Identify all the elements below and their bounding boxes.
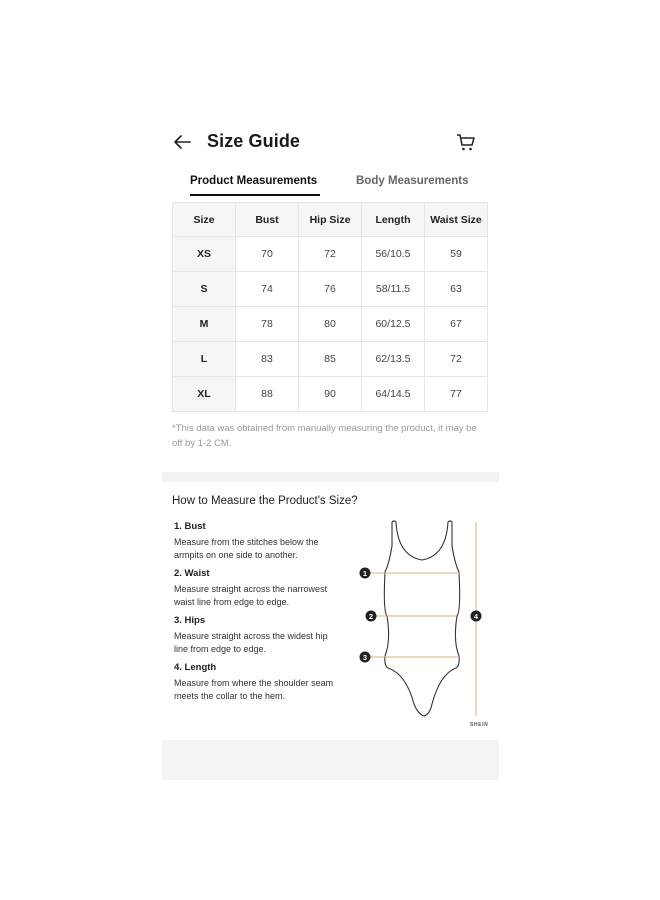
table-cell: 63 <box>425 272 488 307</box>
cart-button[interactable] <box>455 131 477 153</box>
marker-label: 2 <box>368 612 374 621</box>
table-cell: 64/14.5 <box>362 377 425 412</box>
cart-icon <box>455 131 477 153</box>
page-title: Size Guide <box>207 131 301 151</box>
table-cell: 83 <box>236 342 299 377</box>
column-header: Bust <box>236 203 299 237</box>
table-header-row <box>173 203 488 237</box>
tab-bar <box>162 168 499 196</box>
table-cell: 90 <box>299 377 362 412</box>
table-row <box>173 307 488 342</box>
section-divider <box>162 472 499 482</box>
step-description: Measure straight across the narrowest waist line from edge to edge. <box>174 584 328 607</box>
table-row <box>173 237 488 272</box>
bodysuit-outline <box>384 521 459 716</box>
size-cell: L <box>173 342 236 377</box>
measurement-steps <box>174 520 344 708</box>
marker-4 <box>471 611 482 622</box>
marker-2 <box>366 611 377 622</box>
table-cell: 77 <box>425 377 488 412</box>
table-cell: 72 <box>425 342 488 377</box>
size-cell: M <box>173 307 236 342</box>
step-title: 3. Hips <box>174 615 206 626</box>
step-bust <box>174 520 344 562</box>
table-cell: 78 <box>236 307 299 342</box>
column-header: Waist Size <box>425 203 488 237</box>
step-length <box>174 661 344 703</box>
size-table <box>172 202 488 412</box>
table-cell: 56/10.5 <box>362 237 425 272</box>
table-cell: 74 <box>236 272 299 307</box>
brand-logo: SHEIN <box>470 722 489 728</box>
table-row <box>173 342 488 377</box>
table-row <box>173 377 488 412</box>
step-hips <box>174 614 344 656</box>
table-cell: 85 <box>299 342 362 377</box>
table-cell: 58/11.5 <box>362 272 425 307</box>
step-description: Measure from the stitches below the armpits on one side to another. <box>174 537 319 560</box>
table-cell: 60/12.5 <box>362 307 425 342</box>
table-cell: 70 <box>236 237 299 272</box>
tab-product-measurements[interactable]: Product Measurements <box>190 175 318 187</box>
footer-area <box>162 740 499 780</box>
size-cell: S <box>173 272 236 307</box>
active-tab-indicator <box>190 194 320 196</box>
table-cell: 88 <box>236 377 299 412</box>
step-waist <box>174 567 344 609</box>
size-guide-screen <box>162 118 499 780</box>
table-cell: 67 <box>425 307 488 342</box>
step-description: Measure from where the shoulder seam meets the collar to the hem. <box>174 678 334 701</box>
step-description: Measure straight across the widest hip line from edge to edge. <box>174 631 328 654</box>
size-cell: XL <box>173 377 236 412</box>
arrow-left-icon <box>171 131 193 153</box>
table-cell: 62/13.5 <box>362 342 425 377</box>
marker-3 <box>360 652 371 663</box>
tab-body-measurements[interactable]: Body Measurements <box>356 175 469 187</box>
bodysuit-measurement-diagram <box>352 516 492 734</box>
table-cell: 72 <box>299 237 362 272</box>
back-button[interactable] <box>171 131 193 153</box>
step-title: 1. Bust <box>174 521 206 532</box>
step-title: 2. Waist <box>174 568 210 579</box>
marker-label: 3 <box>362 653 368 662</box>
how-to-measure-title: How to Measure the Product's Size? <box>172 495 358 507</box>
table-cell: 80 <box>299 307 362 342</box>
measurement-note: *This data was obtained from manually measuring the product, it may be off by 1-2 CM. <box>172 423 477 449</box>
marker-1 <box>360 568 371 579</box>
column-header: Hip Size <box>299 203 362 237</box>
marker-label: 1 <box>362 569 368 578</box>
table-cell: 59 <box>425 237 488 272</box>
size-cell: XS <box>173 237 236 272</box>
table-cell: 76 <box>299 272 362 307</box>
column-header: Size <box>173 203 236 237</box>
step-title: 4. Length <box>174 662 217 673</box>
marker-label: 4 <box>473 612 479 621</box>
header <box>162 118 499 164</box>
table-row <box>173 272 488 307</box>
column-header: Length <box>362 203 425 237</box>
